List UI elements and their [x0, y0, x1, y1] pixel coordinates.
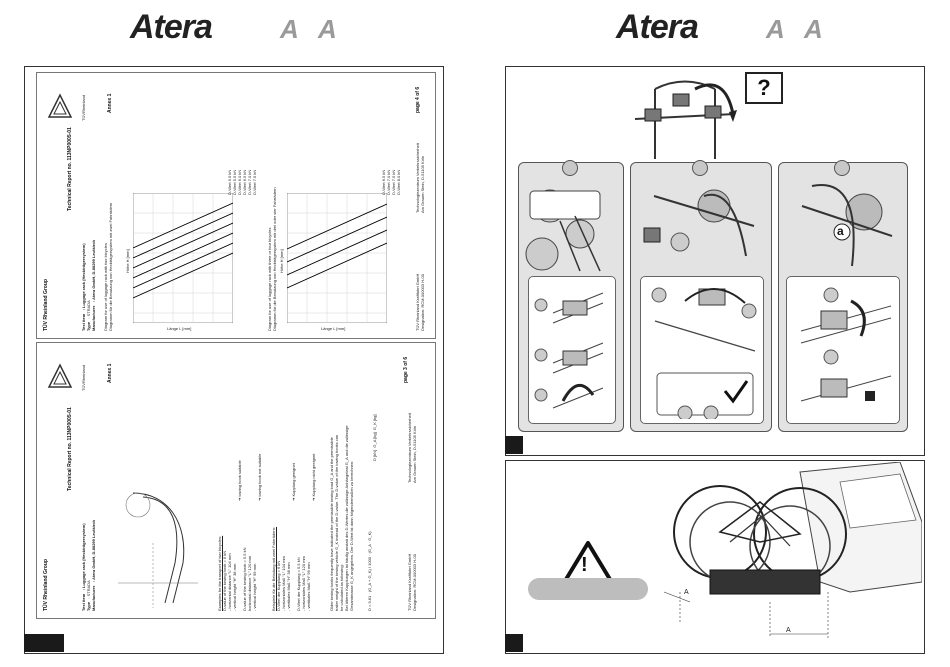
- warning-label-pill: [528, 578, 648, 600]
- tuv-logo-text: TÜVRheinland: [81, 94, 86, 121]
- bike-rack-sketch: [625, 74, 745, 164]
- example1-result: towing hook suitable: [237, 460, 242, 497]
- chart2-label-4: D-Wert 8.0 kN: [396, 169, 401, 195]
- unit-gk: G_K [kg]: [372, 414, 377, 431]
- example2: D-value of the towing hook = 5.5 kN: [242, 547, 247, 611]
- para-line-3: be calculated as following:: [339, 564, 344, 611]
- para-line-1: Older towing hooks frequently have indicated the permissible towing load G_A and the permissible: [329, 437, 334, 611]
- right-top-tab: [505, 436, 523, 454]
- annex-label-p3: Annex 1: [107, 363, 113, 383]
- chart1-xlabel: Länge L [mm]: [167, 326, 192, 331]
- type-value: : STRADA: [86, 300, 91, 319]
- test-item-value-p3: : Luggage rack (Heckträgersystem): [81, 523, 86, 591]
- example2-result: towing hook not suitable: [257, 453, 262, 497]
- mark-a-3: A: [766, 14, 785, 44]
- chart2-line-1: [287, 243, 387, 288]
- step2-overview-sketch: [634, 176, 766, 272]
- de-example1b: - vertikales Maß "H" 38 mm: [286, 562, 291, 611]
- test-item-label: Test item: [81, 313, 86, 331]
- de-example2b: - vertikales Maß "H" 99 mm: [306, 562, 311, 611]
- chart1-line-1: [133, 253, 233, 298]
- de-example1-result: Kupplung geeignet: [291, 463, 296, 497]
- question-box: ?: [745, 72, 783, 104]
- type-value-p3: : STRADA: [86, 580, 91, 599]
- report-sheet-page3: TÜV Rheinland Group Technical Report no. 113NP0005-01 Test item : Luggage rack (Heckträgersystem) Type : STRADA Manufacturer : Atera GmbH, D-88299 Leutkirch Annex 1 TÜVRheinland Examples for the transport of two bicycles: D-value of the towing hook = 6 kN - horizontal distance "L" 104 mm - vertical height "H" 38 mm ➔ towing hook suitable D-value of the towing hook = 5.5 kN horizontal distance "L" 120 mm - vertical height "H" 99 mm ➔ towing hook not suitable Beispiele für die Beladung mit zwei Fahrrädern: D-Wert der Kupplung = 6 kN - horizontales Maß "L" 104 mm - vertikales Maß "H" 38 mm ➔ Kupplung geeignet D-Wert der Kupplung = 5.5 kN - horizontales Maß "L" 120 mm - vertikales Maß "H" 99 mm ➔ Kupplung nicht geeignet Older towing hooks frequently have indicated the permissible towing load G_A and the permissible trailer weight of the towing vehicle G_K instead of the D-value. The D-value of the towing hooks can be calculated as following: Bei älteren Kupplungen ist häufig anstatt des D-Wertes die zulässige Anhängelast G_A und die zulässige Gesamtmasse G_K angegeben. Der D-Wert ist dann folgendermaßen zu berechnen: D = 9.81 · (G_A + G_K) / 1000 · (G_A · G_K) D [kN] G_A [kg] G_K [kg] TÜV Rheinland Kraftfahrt GmbH Designation: RCM-000003 H-00 Technologiezentrum Verkehrssicherheit Am Grauen Stein, D-51105 Köln page 3 of 6: [36, 342, 436, 619]
- footer-center: Technologiezentrum Verkehrssicherheit: [415, 143, 420, 213]
- chart2-caption-de: Diagramm für die Benutzung von Heckträgersystem mit drei oder vier Fahrrädern: [272, 187, 277, 331]
- atera-logo-left: Atera: [130, 8, 212, 46]
- page-number-p3: page 3 of 6: [403, 356, 409, 383]
- chart2-label-2: D-Wert 7.0 kN: [386, 169, 391, 195]
- chart2-line-3: [287, 217, 387, 262]
- tuv-logo-icon: [45, 91, 75, 121]
- manufacturer-label-p3: Manufacturer: [91, 585, 96, 611]
- chart1: [133, 193, 233, 323]
- examples-heading: Examples for the transport of two bicycles:: [217, 535, 222, 611]
- manufacturer-value: : Atera GmbH, D-88299 Leutkirch: [91, 239, 96, 303]
- chart1-label-6: D-Wert 7.5 kN: [252, 169, 257, 195]
- unit-d: D [kN]: [372, 449, 377, 461]
- para-line-5: Gesamtmasse G_K angegeben. Der D-Wert ist dann folgendermaßen zu berechnen:: [349, 460, 354, 611]
- group-name: TÜV Rheinland Group: [43, 279, 49, 331]
- de-example1: D-Wert der Kupplung = 6 kN: [276, 560, 281, 611]
- de-example1a: - horizontales Maß "L" 104 mm: [281, 556, 286, 611]
- chart1-line-2: [133, 243, 233, 288]
- footer-company: TÜV Rheinland Kraftfahrt GmbH: [415, 273, 420, 331]
- chart1-ylabel: Höhe H [mm]: [125, 249, 130, 273]
- report-sheet-page4: [36, 72, 436, 339]
- test-item-label-p3: Test item: [81, 593, 86, 611]
- manufacturer-value-p3: : Atera GmbH, D-88299 Leutkirch: [91, 519, 96, 583]
- right-bottom-tab: [505, 634, 523, 652]
- step-circle-1: [562, 160, 578, 176]
- dimension-label-a2: A: [786, 627, 791, 634]
- type-label: Type: [86, 321, 91, 331]
- step2-detail-box: [640, 276, 764, 424]
- left-page-tab: [24, 634, 64, 652]
- chart2-caption: Diagram for use of luggage rack with three or four bicycles: [267, 227, 272, 331]
- chart2-line-4: [287, 204, 387, 249]
- example2a: horizontal distance "L" 120 mm: [247, 555, 252, 611]
- step3-detail-box: [786, 276, 900, 424]
- chart1-line-5: [133, 213, 233, 258]
- annex-label: Annex 1: [107, 93, 113, 113]
- chart2-xlabel: Länge L [mm]: [321, 326, 346, 331]
- step1-overview-sketch: [520, 176, 620, 276]
- chart2-label-3: D-Wert 7.5 kN: [391, 169, 396, 195]
- chart2-label-1: D-Wert 6.5 kN: [381, 169, 386, 195]
- chart2-line-2: [287, 230, 387, 275]
- footer-designation-p3: Designation: RCM-000003 H-00: [412, 554, 417, 611]
- group-name-p3: TÜV Rheinland Group: [43, 559, 49, 611]
- step1-detail-box: [528, 276, 616, 424]
- test-item-value: : Luggage rack (Heckträgersystem): [81, 243, 86, 311]
- page-number: page 4 of 6: [415, 86, 421, 113]
- tuv-logo-icon-p3: [45, 361, 75, 391]
- de-example2-result: Kupplung nicht geeignet: [311, 453, 316, 497]
- chart1-label-1: D-Wert 5.0 kN: [227, 169, 232, 195]
- chart1-line-3: [133, 233, 233, 278]
- atera-logo-right: Atera: [616, 8, 698, 46]
- report-title-p3: Technical Report no. 113NP0005-01: [67, 407, 73, 491]
- de-heading: Beispiele für die Beladung mit zwei Fahrrädern:: [271, 526, 276, 611]
- para-line-2: trailer weight of the towing vehicle G_K instead of the D-value. The D-value of the towing hooks can: [334, 434, 339, 611]
- car-with-bikes-illustration: [650, 462, 922, 650]
- report-title: Technical Report no. 113NP0005-01: [67, 127, 73, 211]
- chart1-line-6: [133, 203, 233, 248]
- example1: D-value of the towing hook = 6 kN: [222, 550, 227, 611]
- chart1-label-2: D-Wert 5.5 kN: [232, 169, 237, 195]
- example1b: - vertical height "H" 38 mm: [232, 563, 237, 611]
- footer-address-p3: Am Grauen Stein, D-51105 Köln: [412, 425, 417, 483]
- chart2: [287, 193, 387, 323]
- type-label-p3: Type: [86, 601, 91, 611]
- de-example2: D-Wert der Kupplung = 5.5 kN: [296, 557, 301, 611]
- footer-company-p3: TÜV Rheinland Kraftfahrt GmbH: [407, 553, 412, 611]
- footer-address: Am Grauen Stein, D-51105 Köln: [420, 155, 425, 213]
- chart2-ylabel: Höhe H [mm]: [279, 249, 284, 273]
- de-example2a: - horizontales Maß "L" 120 mm: [301, 556, 306, 611]
- chart1-label-4: D-Wert 6.5 kN: [242, 169, 247, 195]
- chart1-caption: Diagram for use of luggage rack with two bicycles: [103, 243, 108, 331]
- footer-center-p3: Technologiezentrum Verkehrssicherheit: [407, 413, 412, 483]
- tuv-logo-text-p3: TÜVRheinland: [81, 364, 86, 391]
- mark-a-2: A: [318, 14, 337, 44]
- step-circle-2: [692, 160, 708, 176]
- unit-ga: G_A [kg]: [372, 432, 377, 448]
- para-line-4: Bei älteren Kupplungen ist häufig anstatt des D-Wertes die zulässige Anhängelast G_A und die zulässige: [344, 425, 349, 611]
- warning-symbol: !: [581, 554, 588, 576]
- chart1-label-3: D-Wert 6.0 kN: [237, 169, 242, 195]
- manufacturer-label: Manufacturer: [91, 305, 96, 331]
- step-circle-3: [834, 160, 850, 176]
- step-letter-a: a: [837, 224, 844, 238]
- chart1-line-4: [133, 223, 233, 268]
- chart1-label-5: D-Wert 7.0 kN: [247, 169, 252, 195]
- formula: D = 9.81 · (G_A + G_K) / 1000 · (G_A · G_K): [367, 531, 372, 611]
- chart1-caption-de: Diagramm für die Benutzung von Heckträgersystem mit zwei Fahrrädern: [108, 202, 113, 331]
- dimension-label-a1: A: [684, 589, 689, 596]
- example1a: - horizontal distance "L" 104 mm: [227, 553, 232, 611]
- mark-a-4: A: [804, 14, 823, 44]
- tow-hook-diagram: [113, 483, 203, 613]
- example2b: - vertical height "H" 99 mm: [252, 563, 257, 611]
- mark-a-1: A: [280, 14, 299, 44]
- footer-designation: Designation: RCM-000003 H-00: [420, 274, 425, 331]
